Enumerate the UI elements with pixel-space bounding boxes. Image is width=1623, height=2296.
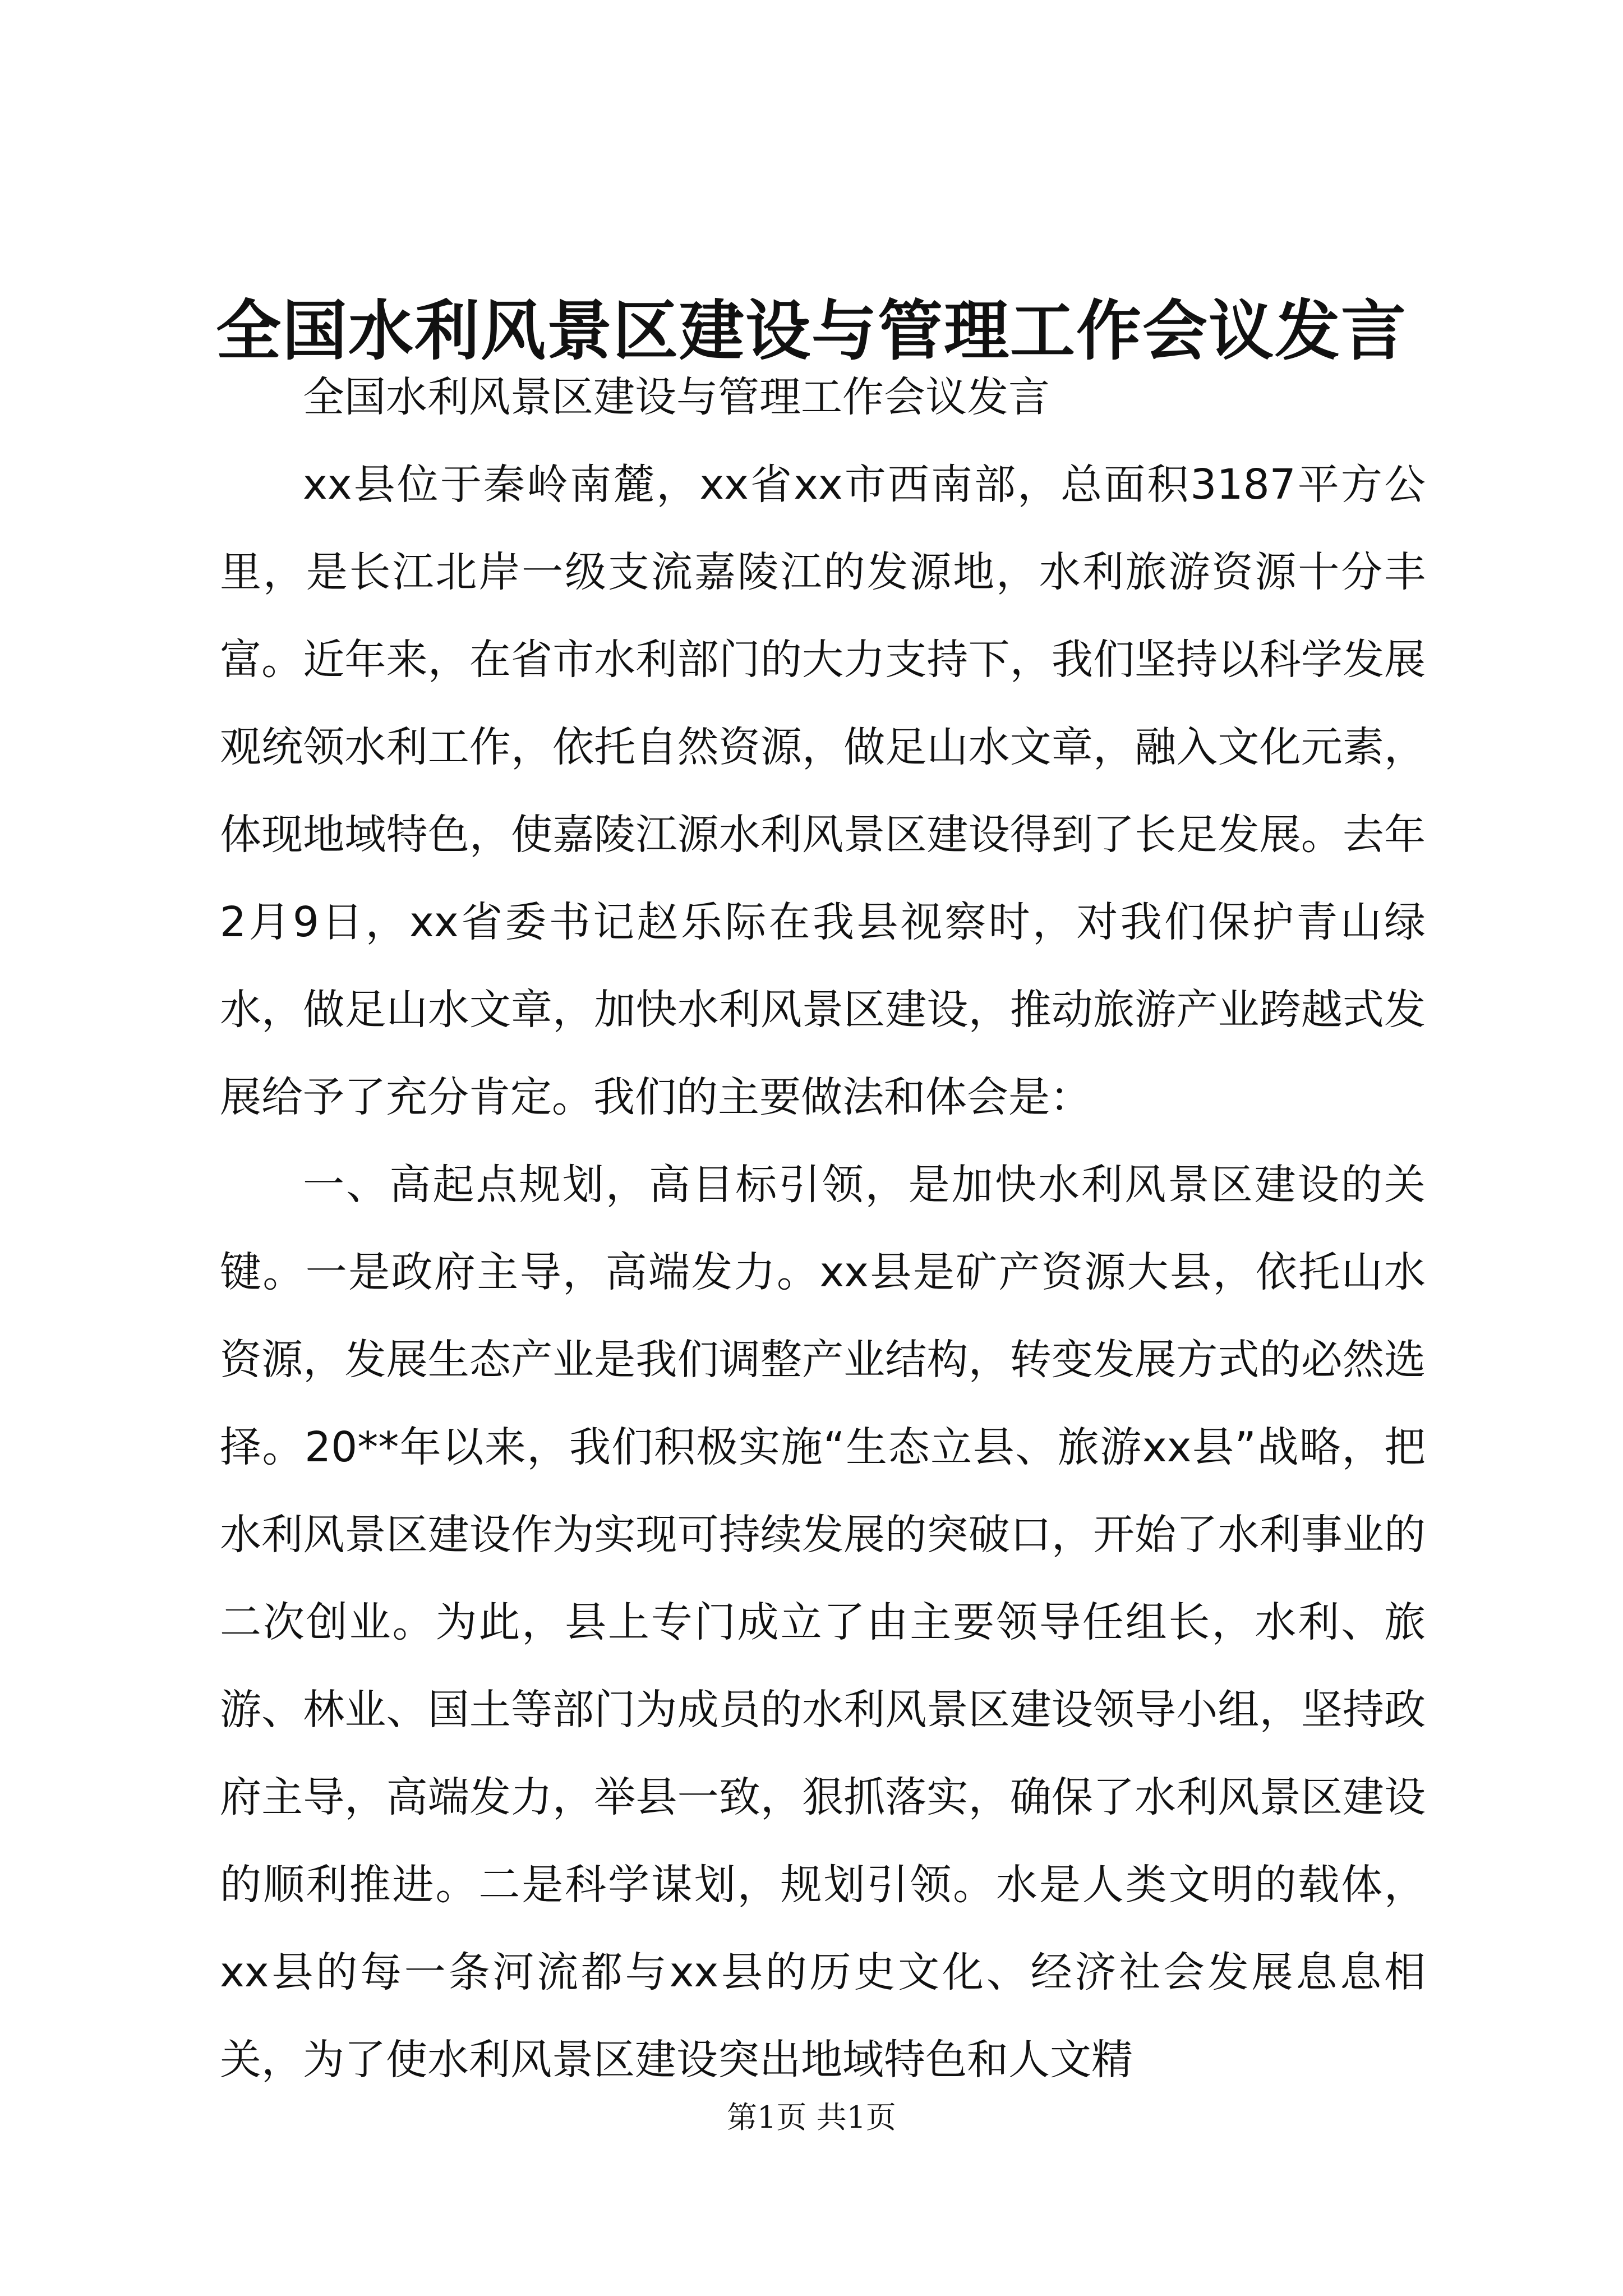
document-body [220, 353, 1426, 2104]
body-paragraph-intro: xx县位于秦岭南麓，xx省xx市西南部，总面积3187平方公里，是长江北岸一级支流嘉陵江的发源地，水利旅游资源十分丰富。近年来，在省市水利部门的大力支持下，我们坚持以科学发展观统领水利工作，依托自然资源，做足山水文章，融入文化元素，体现地域特色，使嘉陵江源水利风景区建设得到了长足发展。去年2月9日，xx省委书记赵乐际在我县视察时，对我们保护青山绿水，做足山水文章，加快水利风景区建设，推动旅游产业跨越式发展给予了充分肯定。我们的主要做法和体会是： [220, 461, 1426, 1121]
body-paragraph-section-one: 一、高起点规划，高目标引领，是加快水利风景区建设的关键。一是政府主导，高端发力。xx县是矿产资源大县，依托山水资源，发展生态产业是我们调整产业结构，转变发展方式的必然选择。20**年以来，我们积极实施“生态立县、旅游xx县”战略，把水利风景区建设作为实现可持续发展的突破口，开始了水利事业的二次创业。为此，县上专门成立了由主要领导任组长，水利、旅游、林业、国土等部门为成员的水利风景区建设领导小组，坚持政府主导，高端发力，举县一致，狠抓落实，确保了水利风景区建设的顺利推进。二是科学谋划，规划引领。水是人类文明的载体，xx县的每一条河流都与xx县的历史文化、经济社会发展息息相关，为了使水利风景区建设突出地域特色和人文精 [220, 1161, 1426, 2084]
page-number-footer: 第1页 共1页 [727, 2100, 896, 2135]
document-title: 全国水利风景区建设与管理工作会议发言 [216, 293, 1407, 369]
subtitle-paragraph: 全国水利风景区建设与管理工作会议发言 [303, 373, 1050, 421]
